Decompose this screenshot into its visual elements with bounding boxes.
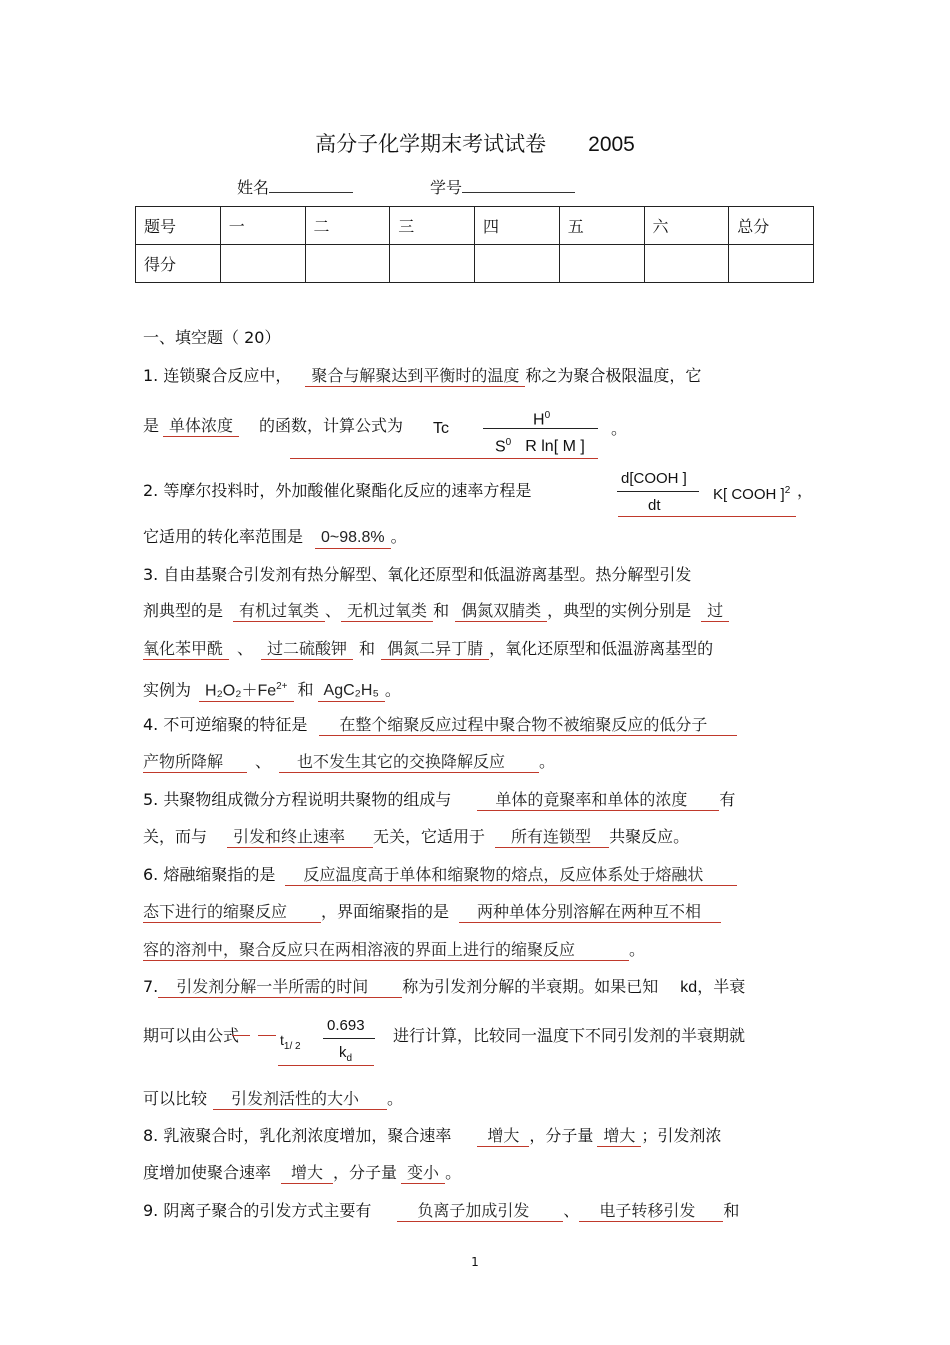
q3-answer-4a: 过 (701, 601, 729, 622)
score-table-header-row (136, 207, 814, 245)
question-6-line-3 (143, 940, 645, 961)
q3-answer-5: 过二硫酸钾 (261, 639, 353, 660)
q4-prefix: 4. 不可逆缩聚的特征是 (143, 715, 308, 734)
q2-line2-prefix: 它适用的转化率范围是 (143, 527, 304, 546)
q8-mid1: ，分子量 (529, 1126, 594, 1145)
q1-den-s: S (495, 438, 506, 456)
q5-tail: 有 (719, 790, 736, 809)
header-cell: 总分 (729, 207, 814, 245)
q2-fraction-bar (617, 491, 699, 492)
question-4-line-2 (143, 752, 555, 773)
q3-mid: ，典型的实例分别是 (547, 601, 692, 620)
q8-prefix: 8. 乳液聚合时，乳化剂浓度增加，聚合速率 (143, 1126, 452, 1145)
q3-answer-8: AgC₂H₅ (318, 681, 385, 702)
q3-answer-3: 偶氮双腈类 (455, 601, 547, 622)
question-8-line-2 (143, 1163, 461, 1184)
q1-num-sup: 0 (544, 410, 551, 421)
q2-end: 。 (390, 527, 407, 546)
q5-end: 共聚反应。 (609, 827, 690, 846)
q1-num: H (533, 411, 545, 429)
q2-rhs (713, 481, 790, 505)
q9-sep: 、 (563, 1201, 580, 1220)
q9-answer-2: 电子转移引发 (579, 1201, 723, 1222)
question-4-line-1 (143, 715, 737, 736)
q7-t-half (280, 1030, 301, 1057)
score-cell[interactable] (220, 245, 305, 283)
question-6-line-2 (143, 902, 721, 923)
q4-sep: 、 (255, 752, 272, 771)
q3-sep1: 、 (325, 601, 342, 620)
q1-line2-prefix: 是 (143, 416, 160, 435)
score-cell[interactable] (305, 245, 390, 283)
q5-prefix: 5. 共聚物组成微分方程说明共聚物的组成与 (143, 790, 452, 809)
q1-den-sup: 0 (505, 437, 512, 448)
q1-line2-mid: 的函数，计算公式为 (259, 416, 404, 435)
q3-line2-prefix: 剂典型的是 (143, 601, 224, 620)
score-cell[interactable] (390, 245, 475, 283)
q3-answer-4b: 氧化苯甲酰 (143, 639, 229, 660)
question-5-line-2 (143, 827, 689, 848)
score-cell[interactable] (644, 245, 729, 283)
q8-mid2: ；引发剂浓 (641, 1126, 722, 1145)
q1-answer-2: 单体浓度 (163, 416, 239, 437)
score-cell[interactable] (559, 245, 644, 283)
q3-answer-7 (199, 677, 294, 702)
q5-answer-1: 单体的竟聚率和单体的浓度 (477, 790, 719, 811)
q5-answer-2: 引发和终止速率 (227, 827, 373, 848)
q3-answer-7-text: H₂O₂＋Fe (205, 682, 277, 700)
q7-den: k (339, 1044, 347, 1061)
header-cell: 二 (305, 207, 390, 245)
q6-prefix: 6. 熔融缩聚指的是 (143, 865, 276, 884)
q6-answer-2a: 两种单体分别溶解在两种互不相 (459, 902, 721, 923)
q7-answer-2: 引发剂活性的大小 (213, 1089, 387, 1110)
score-table (135, 206, 814, 283)
question-5-line-1 (143, 790, 735, 811)
section-heading: 一、填空题（ 20） (143, 328, 281, 347)
q3-line4-prefix: 实例为 (143, 680, 192, 700)
q3-answer-2: 无机过氧类 (341, 601, 433, 622)
title-text: 高分子化学期末考试试卷 (315, 132, 547, 156)
q4-answer-2: 也不发生其它的交换降解反应 (279, 752, 539, 773)
q2-answer: 0~98.8% (315, 528, 391, 549)
q7-t-sub: 1/ 2 (283, 1040, 301, 1052)
q8-mid3: ，分子量 (333, 1163, 398, 1182)
q7-den-sub: d (346, 1053, 353, 1064)
q3-end: 。 (384, 680, 401, 700)
q7-mid: 称为引发剂分解的半衰期。如果已知 (402, 977, 659, 996)
q1-prefix: 1. 连锁聚合反应中， (143, 366, 292, 385)
question-3-line-4 (143, 677, 401, 702)
q3-answer-7-sup: 2+ (276, 681, 288, 692)
q9-answer-1: 负离子加成引发 (397, 1201, 563, 1222)
name-label: 姓名 (237, 178, 270, 197)
page-number: 1 (471, 1255, 479, 1269)
title-year: 2005 (588, 133, 635, 156)
header-cell: 五 (559, 207, 644, 245)
q7-line2-prefix: 期可以由公式 (143, 1026, 240, 1045)
q7-formula-underline-a (258, 1035, 276, 1036)
question-3-line-2 (143, 601, 729, 622)
score-table-score-row (136, 245, 814, 283)
q6-end: 。 (629, 940, 646, 959)
q7-line2-tail: 进行计算，比较同一温度下不同引发剂的半衰期就 (393, 1026, 746, 1045)
q8-line2-prefix: 度增加使聚合速率 (143, 1163, 272, 1182)
question-8-line-1 (143, 1126, 721, 1147)
q1-answer-1: 聚合与解聚达到平衡时的温度 (305, 366, 525, 387)
header-cell: 一 (220, 207, 305, 245)
q8-end: 。 (445, 1163, 462, 1182)
q1-end: 。 (611, 419, 628, 438)
q8-answer-2: 增大 (597, 1126, 641, 1147)
q1-fraction-bar (483, 428, 598, 429)
q6-answer-1b: 态下进行的缩聚反应 (143, 902, 321, 923)
q1-den-rest: R ln[ M ] (525, 438, 585, 456)
q7-answer-1: 引发剂分解一半所需的时间 (158, 977, 402, 998)
score-cell[interactable] (475, 245, 560, 283)
q1-formula-numerator (533, 406, 550, 430)
score-cell[interactable] (729, 245, 814, 283)
q2-prefix: 2. 等摩尔投料时，外加酸催化聚酯化反应的速率方程是 (143, 481, 532, 500)
q8-answer-4: 变小 (401, 1163, 445, 1184)
question-2-line-2 (143, 527, 407, 549)
q9-end: 和 (723, 1201, 740, 1220)
q3-tail: ，氧化还原型和低温游离基型的 (489, 639, 714, 658)
q3-answer-1: 有机过氧类 (233, 601, 325, 622)
q2-formula-underline (618, 516, 796, 517)
id-blank[interactable] (462, 174, 575, 193)
question-6-line-1 (143, 865, 737, 886)
question-3-line-3 (143, 639, 713, 660)
q9-prefix: 9. 阴离子聚合的引发方式主要有 (143, 1201, 372, 1220)
q3-and1: 和 (433, 601, 450, 620)
q2-rhs-text: K[ COOH ] (713, 486, 785, 503)
q7-line3-prefix: 可以比较 (143, 1089, 208, 1108)
q8-answer-3: 增大 (281, 1163, 333, 1184)
q2-num: d[COOH ] (621, 470, 687, 487)
row-label-cell: 得分 (136, 245, 221, 283)
header-cell: 六 (644, 207, 729, 245)
q1-mid: 称之为聚合极限温度，它 (525, 366, 702, 385)
q1-tc: Tc (433, 420, 449, 437)
question-9-line-1 (143, 1201, 739, 1222)
id-label: 学号 (430, 178, 463, 197)
q8-answer-1: 增大 (477, 1126, 529, 1147)
q4-answer-1a: 在整个缩聚反应过程中聚合物不被缩聚反应的低分子 (319, 715, 737, 736)
question-7-line-3 (143, 1089, 403, 1110)
q5-answer-3: 所有连锁型 (495, 827, 609, 848)
page-title (0, 128, 950, 158)
question-7-line-1 (143, 977, 745, 998)
q7-tail: ，半衰 (697, 977, 746, 996)
header-cell: 三 (390, 207, 475, 245)
question-3-line-1: 3. 自由基聚合引发剂有热分解型、氧化还原型和低温游离基型。热分解型引发 (143, 565, 692, 584)
q7-fraction-bar (323, 1038, 375, 1039)
name-blank[interactable] (269, 174, 353, 193)
q4-end: 。 (539, 752, 556, 771)
q7-num: 0.693 (327, 1017, 365, 1034)
q6-mid: ，界面缩聚指的是 (321, 902, 450, 921)
student-id-field (430, 174, 575, 198)
q6-answer-2b: 容的溶剂中，聚合反应只在两相溶液的界面上进行的缩聚反应 (143, 940, 629, 961)
q3-sep2: 、 (237, 639, 254, 658)
q7-formula-underline-c (278, 1065, 374, 1066)
q5-mid: 无关，它适用于 (373, 827, 486, 846)
q2-rhs-sup: 2 (784, 485, 791, 496)
q4-answer-1b: 产物所降解 (143, 752, 247, 773)
q2-comma: ， (797, 481, 814, 500)
q3-and3: 和 (297, 680, 314, 700)
q6-answer-1a: 反应温度高于单体和缩聚物的熔点，反应体系处于熔融状 (285, 865, 737, 886)
header-cell: 题号 (136, 207, 221, 245)
q1-formula-underline (290, 458, 598, 459)
q7-t: t (280, 1032, 284, 1048)
q7-formula-underline-b (232, 1035, 250, 1036)
q7-prefix: 7. (143, 977, 159, 996)
q2-den: dt (648, 497, 661, 514)
q5-line2-prefix: 关，而与 (143, 827, 208, 846)
q1-formula-denominator (495, 433, 585, 457)
question-1-line-1 (143, 366, 701, 387)
q3-and2: 和 (359, 639, 376, 658)
q7-kd: kd (680, 979, 698, 996)
name-field (237, 174, 353, 198)
header-cell: 四 (475, 207, 560, 245)
q3-answer-6: 偶氮二异丁腈 (381, 639, 489, 660)
q7-end: 。 (387, 1089, 404, 1108)
